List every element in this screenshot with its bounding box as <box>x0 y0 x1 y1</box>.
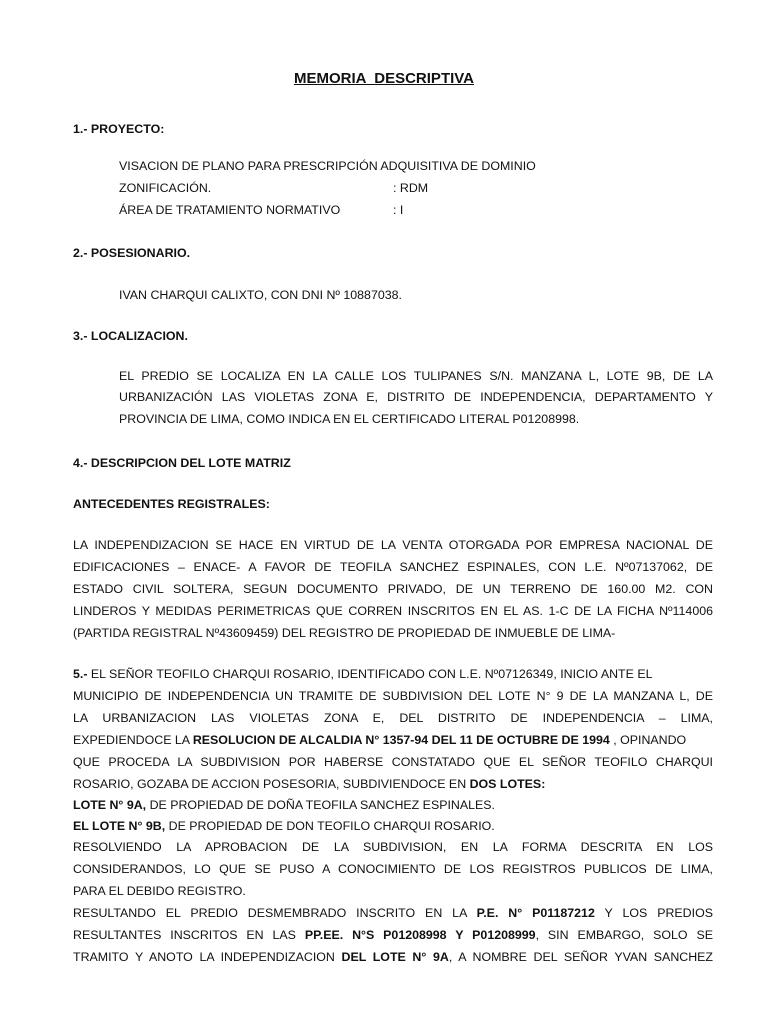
antecedentes-line: ESTADO CIVIL SOLTERA, SEGUN DOCUMENTO PRIVADO, DE UN TERRENO DE 160.00 M2. CON <box>73 582 713 596</box>
partidas-resultantes: PP.EE. N°S P01208998 Y P01208999 <box>304 928 536 942</box>
section-heading-lote-matriz: 4.- DESCRIPCION DEL LOTE MATRIZ <box>73 456 291 470</box>
section5-line-12 <box>73 906 713 921</box>
area-tratamiento-label: ÁREA DE TRATAMIENTO NORMATIVO <box>119 203 341 217</box>
partida-predio: P.E. N° P01187212 <box>476 906 595 920</box>
section5-line-7 <box>73 798 495 813</box>
area-tratamiento-value: : I <box>393 203 404 217</box>
section5-text: RESULTANDO EL PREDIO DESMEMBRADO INSCRITO EN LA <box>73 906 477 920</box>
section5-text: Y LOS PREDIOS <box>594 906 713 920</box>
section5-line-2: MUNICIPIO DE INDEPENDENCIA UN TRAMITE DE SUBDIVISION DEL LOTE N° 9 DE LA MANZANA L, DE <box>73 689 713 703</box>
section5-number: 5.- <box>73 667 88 681</box>
section-heading-proyecto: 1.- PROYECTO: <box>73 122 165 136</box>
dos-lotes: DOS LOTES: <box>469 777 546 791</box>
section5-text: EXPEDIENDOCE LA <box>73 733 193 747</box>
page-title: MEMORIA DESCRIPTIVA <box>293 70 474 87</box>
antecedentes-line: LA INDEPENDIZACION SE HACE EN VIRTUD DE LA VENTA OTORGADA POR EMPRESA NACIONAL DE <box>73 538 713 552</box>
section5-line-13 <box>73 928 713 943</box>
section5-text: RESULTANTES INSCRITOS EN LAS <box>73 928 305 942</box>
lote-9a-ref: DEL LOTE N° 9A <box>341 950 449 964</box>
section5-text: ROSARIO, GOZABA DE ACCION POSESORIA, SUBDIVIENDOCE EN <box>73 777 470 791</box>
section5-text: , OPINANDO <box>609 733 687 747</box>
section-heading-posesionario: 2.- POSESIONARIO. <box>73 246 191 260</box>
section-heading-localizacion: 3.- LOCALIZACION. <box>73 329 188 343</box>
section5-line-8 <box>73 819 495 834</box>
localizacion-line: EL PREDIO SE LOCALIZA EN LA CALLE LOS TULIPANES S/N. MANZANA L, LOTE 9B, DE LA <box>119 369 713 383</box>
proyecto-description: VISACION DE PLANO PARA PRESCRIPCIÓN ADQUISITIVA DE DOMINIO <box>119 159 536 173</box>
section5-text: DE PROPIEDAD DE DON TEOFILO CHARQUI ROSARIO. <box>165 819 495 833</box>
localizacion-line: PROVINCIA DE LIMA, COMO INDICA EN EL CERTIFICADO LITERAL P01208998. <box>119 412 580 426</box>
section5-line-10: CONSIDERANDOS, LO QUE SE PUSO A CONOCIMIENTO DE LOS REGISTROS PUBLICOS DE LIMA, <box>73 862 713 876</box>
section5-text: EL SEÑOR TEOFILO CHARQUI ROSARIO, IDENTIFICADO CON L.E. Nº07126349, INICIO ANTE EL <box>87 667 653 681</box>
posesionario-text: IVAN CHARQUI CALIXTO, CON DNI Nº 10887038. <box>119 288 402 302</box>
zonificacion-label: ZONIFICACIÓN. <box>119 181 212 195</box>
section5-line-3: LA URBANIZACION LAS VIOLETAS ZONA E, DEL DISTRITO DE INDEPENDENCIA – LIMA, <box>73 711 713 725</box>
subheading-antecedentes: ANTECEDENTES REGISTRALES: <box>73 497 270 511</box>
section5-line-5: QUE PROCEDA LA SUBDIVISION POR HABERSE CONSTATADO QUE EL SEÑOR TEOFILO CHARQUI <box>73 755 713 769</box>
resolucion-alcaldia: RESOLUCION DE ALCALDIA N° 1357-94 DEL 11 DE OCTUBRE DE 1994 <box>192 733 610 747</box>
section5-line-14 <box>73 950 713 965</box>
section5-line-1 <box>73 667 713 682</box>
antecedentes-line: EDIFICACIONES – ENACE- A FAVOR DE TEOFILA SANCHEZ ESPINALES, CON L.E. Nº07137062, DE <box>73 560 713 574</box>
section5-text: , SIN EMBARGO, SOLO SE <box>535 928 714 942</box>
section5-text: , A NOMBRE DEL SEÑOR YVAN SANCHEZ <box>448 950 714 964</box>
section5-text: TRAMITO Y ANOTO LA INDEPENDIZACION <box>73 950 342 964</box>
section5-text: DE PROPIEDAD DE DOÑA TEOFILA SANCHEZ ESPINALES. <box>146 798 495 812</box>
lote-9a-label: LOTE N° 9A, <box>73 798 147 812</box>
antecedentes-line: (PARTIDA REGISTRAL Nº43609459) DEL REGISTRO DE PROPIEDAD DE INMUEBLE DE LIMA- <box>73 626 616 640</box>
section5-line-6 <box>73 777 545 792</box>
section5-line-9: RESOLVIENDO LA APROBACION DE LA SUBDIVISION, EN LA FORMA DESCRITA EN LOS <box>73 840 713 854</box>
section5-line-4 <box>73 733 686 748</box>
zonificacion-value: : RDM <box>393 181 429 195</box>
antecedentes-line: LINDEROS Y MEDIDAS PERIMETRICAS QUE CORREN INSCRITOS EN EL AS. 1-C DE LA FICHA Nº114006 <box>73 604 713 618</box>
section5-line-11: PARA EL DEBIDO REGISTRO. <box>73 884 246 898</box>
lote-9b-label: EL LOTE N° 9B, <box>73 819 166 833</box>
localizacion-line: URBANIZACIÓN LAS VIOLETAS ZONA E, DISTRITO DE INDEPENDENCIA, DEPARTAMENTO Y <box>119 390 713 404</box>
